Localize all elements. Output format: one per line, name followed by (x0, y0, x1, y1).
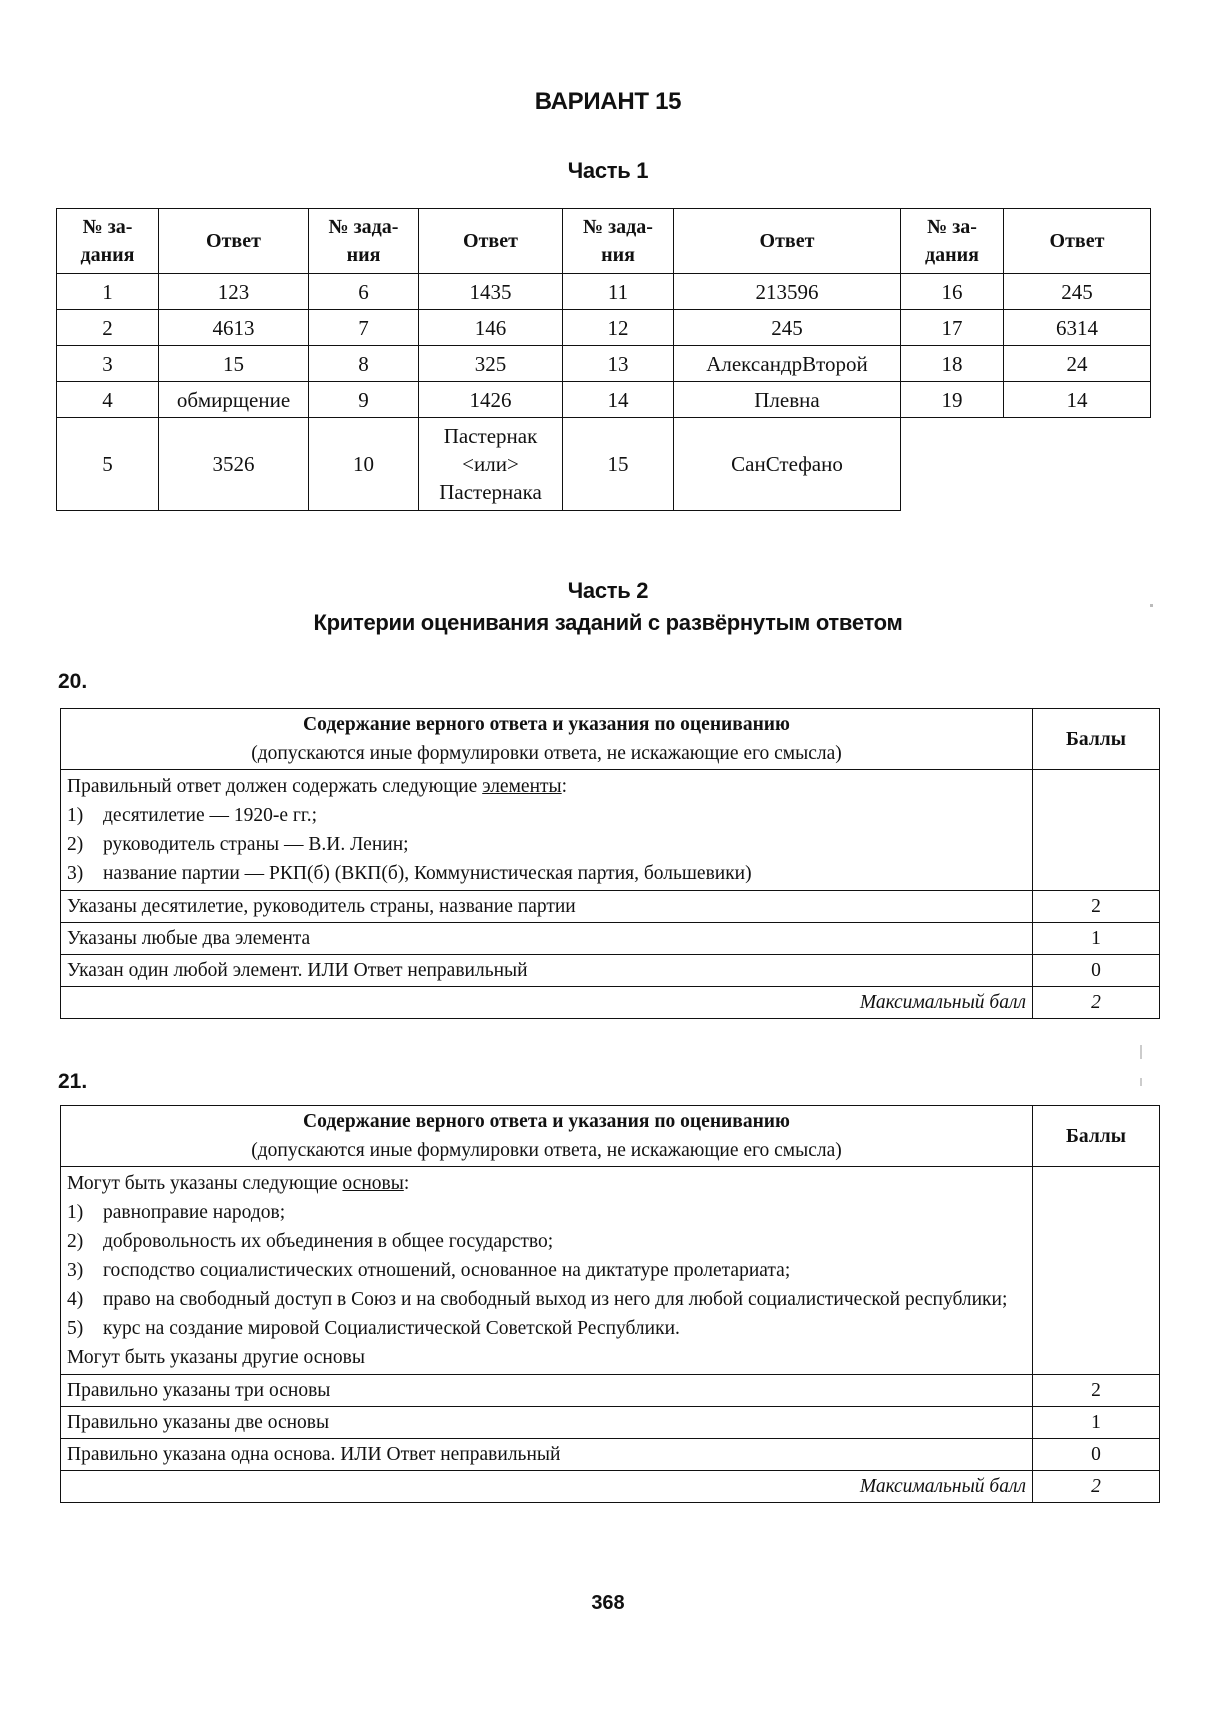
task-answer: Пастернак <или> Пастернака (419, 418, 563, 511)
criterion-score: 2 (1033, 1375, 1160, 1407)
content-header: Содержание верного ответа и указания по оцениванию (допускаются иные формулировки ответа, не искажающие его смысла) (61, 709, 1033, 770)
task-answer: 146 (419, 310, 563, 346)
task-answer: 6314 (1004, 310, 1151, 346)
scan-artifact (1140, 1078, 1142, 1086)
task-answer: 245 (674, 310, 901, 346)
criterion-text: Правильно указаны две основы (61, 1407, 1033, 1439)
header-task-number: № за- дания (901, 209, 1004, 274)
task-number: 11 (563, 274, 674, 310)
variant-title: ВАРИАНТ 15 (534, 88, 682, 115)
criterion-row (61, 955, 1160, 987)
content-header: Содержание верного ответа и указания по оцениванию (допускаются иные формулировки ответа, не искажающие его смысла) (61, 1106, 1033, 1167)
criterion-score: 0 (1033, 955, 1160, 987)
criterion-score: 1 (1033, 923, 1160, 955)
max-score-value: 2 (1033, 1471, 1160, 1503)
answer-content (61, 770, 1033, 891)
task-20-number: 20. (58, 670, 88, 693)
page-number: 368 (591, 1592, 625, 1614)
criterion-row (61, 891, 1160, 923)
task-number: 8 (309, 346, 419, 382)
list-item: 4) право на свободный доступ в Союз и на свободный выход из него для любой социалистической республики; (67, 1289, 1008, 1310)
part2-subtitle: Критерии оценивания заданий с развёрнутым ответом (313, 610, 903, 635)
part1-title: Часть 1 (567, 158, 649, 183)
list-item: 5) курс на создание мировой Социалистической Советской Республики. (67, 1318, 680, 1339)
answers-row (57, 274, 1151, 310)
max-score-value: 2 (1033, 987, 1160, 1019)
score-cell-empty (1033, 770, 1160, 891)
task-answer: 3526 (159, 418, 309, 511)
task-answer: 245 (1004, 274, 1151, 310)
task-answer: 213596 (674, 274, 901, 310)
answer-content-row (61, 770, 1160, 891)
header-task-number: № зада- ния (309, 209, 419, 274)
task-answer: 4613 (159, 310, 309, 346)
criterion-row (61, 1407, 1160, 1439)
header-task-number: № за- дания (57, 209, 159, 274)
criterion-text: Указан один любой элемент. ИЛИ Ответ неправильный (61, 955, 1033, 987)
task-number: 12 (563, 310, 674, 346)
header-answer: Ответ (419, 209, 563, 274)
answers-table (56, 208, 1151, 511)
criterion-score: 2 (1033, 891, 1160, 923)
task-number: 7 (309, 310, 419, 346)
header-task-number: № зада- ния (563, 209, 674, 274)
outro-line: Могут быть указаны другие основы (67, 1347, 365, 1368)
answer-content-row (61, 1167, 1160, 1375)
task-number: 15 (563, 418, 674, 511)
task-answer: СанСтефано (674, 418, 901, 511)
task-answer: АлександрВторой (674, 346, 901, 382)
task-number: 5 (57, 418, 159, 511)
task-answer: обмирщение (159, 382, 309, 418)
task-number: 9 (309, 382, 419, 418)
intro-line: Правильный ответ должен содержать следующие элементы: (67, 776, 568, 797)
criteria-header-row (61, 709, 1160, 770)
task-answer: 24 (1004, 346, 1151, 382)
criterion-text: Правильно указаны три основы (61, 1375, 1033, 1407)
score-cell-empty (1033, 1167, 1160, 1375)
scan-artifact (1150, 604, 1153, 607)
list-item: 2) руководитель страны — В.И. Ленин; (67, 834, 409, 855)
scan-artifact (1140, 1045, 1142, 1059)
criteria-table-21 (60, 1105, 1160, 1503)
header-answer: Ответ (674, 209, 901, 274)
criterion-text: Указаны любые два элемента (61, 923, 1033, 955)
criterion-score: 1 (1033, 1407, 1160, 1439)
empty-cell (901, 418, 1004, 511)
criterion-score: 0 (1033, 1439, 1160, 1471)
task-answer: 14 (1004, 382, 1151, 418)
header-answer: Ответ (1004, 209, 1151, 274)
part2-title: Часть 2 (567, 578, 649, 603)
list-item: 3) название партии — РКП(б) (ВКП(б), Коммунистическая партия, большевики) (67, 863, 752, 884)
task-21-number: 21. (58, 1070, 88, 1093)
criteria-header-row (61, 1106, 1160, 1167)
list-item: 3) господство социалистических отношений, основанное на диктатуре пролетариата; (67, 1260, 791, 1281)
answers-row (57, 310, 1151, 346)
criterion-row (61, 923, 1160, 955)
task-answer: 1435 (419, 274, 563, 310)
list-item: 1) равноправие народов; (67, 1202, 286, 1223)
task-number: 2 (57, 310, 159, 346)
criterion-text: Указаны десятилетие, руководитель страны, название партии (61, 891, 1033, 923)
score-header: Баллы (1033, 1106, 1160, 1167)
task-answer: 123 (159, 274, 309, 310)
answers-header-row (57, 209, 1151, 274)
task-number: 4 (57, 382, 159, 418)
answers-row (57, 346, 1151, 382)
answer-content (61, 1167, 1033, 1375)
intro-line: Могут быть указаны следующие основы: (67, 1173, 410, 1194)
empty-cell (1004, 418, 1151, 511)
answers-row (57, 418, 1151, 511)
criteria-table-20 (60, 708, 1160, 1019)
task-answer: 15 (159, 346, 309, 382)
max-score-label: Максимальный балл (61, 1471, 1033, 1503)
max-score-row (61, 1471, 1160, 1503)
task-answer: 1426 (419, 382, 563, 418)
task-number: 10 (309, 418, 419, 511)
task-number: 19 (901, 382, 1004, 418)
task-answer: Плевна (674, 382, 901, 418)
task-number: 1 (57, 274, 159, 310)
task-number: 13 (563, 346, 674, 382)
task-number: 18 (901, 346, 1004, 382)
criterion-row (61, 1439, 1160, 1471)
list-item: 2) добровольность их объединения в общее государство; (67, 1231, 554, 1252)
max-score-row (61, 987, 1160, 1019)
task-number: 3 (57, 346, 159, 382)
criterion-row (61, 1375, 1160, 1407)
task-number: 14 (563, 382, 674, 418)
list-item: 1) десятилетие — 1920-е гг.; (67, 805, 318, 826)
task-number: 16 (901, 274, 1004, 310)
task-number: 6 (309, 274, 419, 310)
task-number: 17 (901, 310, 1004, 346)
score-header: Баллы (1033, 709, 1160, 770)
criterion-text: Правильно указана одна основа. ИЛИ Ответ неправильный (61, 1439, 1033, 1471)
max-score-label: Максимальный балл (61, 987, 1033, 1019)
task-answer: 325 (419, 346, 563, 382)
header-answer: Ответ (159, 209, 309, 274)
answers-row (57, 382, 1151, 418)
